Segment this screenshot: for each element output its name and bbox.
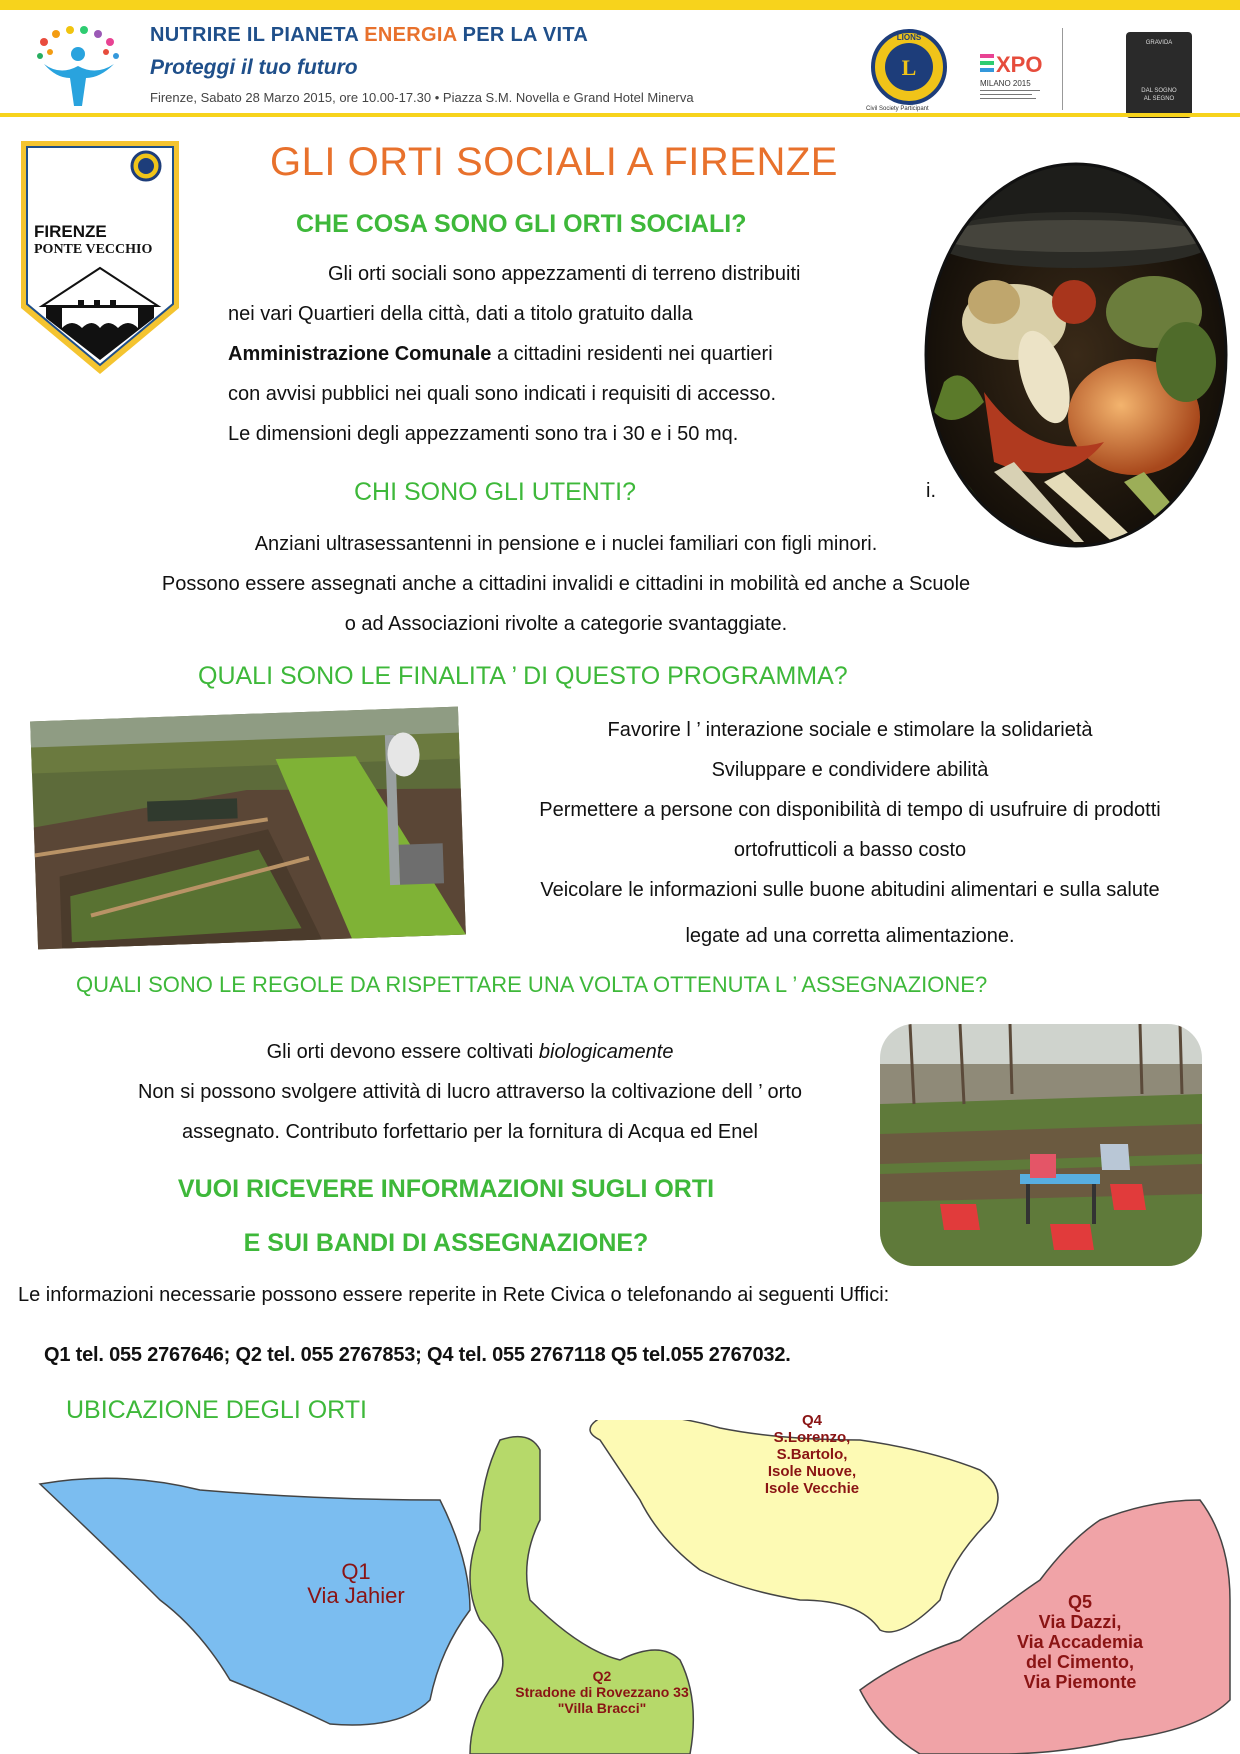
header-underline — [0, 113, 1240, 117]
rules-line-2: Non si possono svolgere attività di lucro attraverso la coltivazione dell ’ orto — [137, 1081, 803, 1103]
rules-line-1 — [60, 1032, 880, 1072]
map-label-q5-line: Via Accademia — [1016, 1632, 1144, 1652]
what-line-1-text: Gli orti sociali sono appezzamenti di terreno distribuiti — [328, 263, 801, 285]
nutrire-logo-icon — [30, 20, 130, 116]
what-line-2: nei vari Quartieri della città, dati a titolo gratuito dalla — [228, 303, 693, 325]
map-label-q4-line: S.Bartolo, — [776, 1446, 848, 1463]
badge-line-3: AL SEGNO — [1143, 96, 1175, 102]
lions-caption: Civil Society Participant — [866, 106, 929, 112]
map-label-q2 — [482, 1668, 722, 1716]
heading-who: CHI SONO GLI UTENTI? — [354, 478, 636, 506]
map-label-q5-line: del Cimento, — [1025, 1652, 1134, 1672]
what-line-4: con avvisi pubblici nei quali sono indicati i requisiti di accesso. — [228, 383, 777, 405]
event-badge — [1126, 32, 1192, 118]
map-label-q5 — [980, 1592, 1180, 1692]
what-line-3-rest: a cittadini residenti nei quartieri — [491, 343, 773, 365]
club-name-line1: FIRENZE — [34, 222, 107, 241]
badge-line-2: DAL SOGNO — [1141, 88, 1177, 94]
map-label-q4-line: Isole Nuove, — [767, 1463, 857, 1480]
svg-text:LIONS: LIONS — [896, 33, 922, 42]
heading-info-line-2: E SUI BANDI DI ASSEGNAZIONE? — [243, 1229, 649, 1257]
header-subtitle: Proteggi il tuo futuro — [150, 56, 358, 79]
heading-rules: QUALI SONO LE REGOLE DA RISPETTARE UNA VOLTA OTTENUTA L ’ ASSEGNAZIONE? — [76, 972, 988, 997]
who-line-1: Anziani ultrasessantenni in pensione e i nuclei familiari con figli minori. — [254, 533, 878, 555]
map-label-q5-code: Q5 — [1067, 1592, 1092, 1612]
badge-line-1: GRAVIDA — [1145, 40, 1173, 46]
paragraph-what — [228, 254, 888, 454]
event-header — [0, 10, 1240, 118]
map-label-q5-line: Via Dazzi, — [1038, 1612, 1122, 1632]
svg-text:XPO: XPO — [996, 52, 1043, 77]
goal-item: Favorire l ’ interazione sociale e stimolare la solidarietà — [607, 719, 1093, 741]
goal-item: ortofrutticoli a basso costo — [733, 839, 967, 861]
heading-where: UBICAZIONE DEGLI ORTI — [66, 1396, 367, 1424]
header-title-part2: ENERGIA — [364, 24, 463, 46]
map-label-q4-line: Isole Vecchie — [764, 1480, 860, 1497]
expo-logo-icon — [980, 48, 1070, 108]
map-label-q1-street: Via Jahier — [307, 1583, 405, 1608]
what-line-3 — [228, 334, 888, 374]
map-label-q4 — [722, 1412, 902, 1497]
header-divider — [1062, 28, 1063, 110]
map-label-q2-villa: "Villa Bracci" — [557, 1700, 647, 1716]
heading-info-line-1: VUOI RICEVERE INFORMAZIONI SUGLI ORTI — [177, 1175, 715, 1203]
club-name-line2: PONTE VECCHIO — [34, 242, 153, 257]
what-line-5: Le dimensioni degli appezzamenti sono tra i 30 e i 50 mq. — [228, 423, 739, 445]
expo-caption: MILANO 2015 — [980, 79, 1031, 88]
vegetable-portrait-image — [924, 162, 1228, 548]
map-label-q4-line: S.Lorenzo, — [773, 1429, 851, 1446]
map-label-q1-code: Q1 — [341, 1559, 371, 1584]
what-line-3-bold: Amministrazione Comunale — [228, 343, 492, 365]
goal-item: legate ad una corretta alimentazione. — [685, 925, 1015, 947]
map-label-q2-code: Q2 — [592, 1668, 612, 1684]
svg-text:L: L — [901, 55, 917, 80]
map-label-q5-line: Via Piemonte — [1023, 1672, 1137, 1692]
rules-line-1-italic: biologicamente — [538, 1041, 674, 1063]
rules-line-3: assegnato. Contributo forfettario per la fornitura di Acqua ed Enel — [182, 1121, 758, 1143]
paragraph-who — [96, 524, 1036, 644]
document-title: GLI ORTI SOCIALI A FIRENZE — [270, 140, 838, 184]
what-line-1 — [228, 254, 888, 294]
goals-list — [470, 710, 1230, 956]
garden-photo-2 — [880, 1024, 1202, 1266]
map-label-q1 — [276, 1560, 436, 1608]
header-date-line: Firenze, Sabato 28 Marzo 2015, ore 10.00-17.30 • Piazza S.M. Novella e Grand Hotel Minerva — [150, 90, 694, 105]
who-line-3: o ad Associazioni rivolte a categorie svantaggiate. — [344, 613, 788, 635]
phone-numbers: Q1 tel. 055 2767646; Q2 tel. 055 2767853; Q4 tel. 055 2767118 Q5 tel.055 2767032. — [44, 1344, 791, 1366]
rules-line-1-pre: Gli orti devono essere coltivati — [266, 1041, 539, 1063]
map-label-q2-street: Stradone di Rovezzano 33 — [515, 1684, 689, 1700]
club-shield-icon — [18, 138, 182, 378]
lions-logo-icon — [870, 28, 948, 110]
heading-info — [134, 1162, 758, 1270]
goal-item: Sviluppare e condividere abilità — [711, 759, 989, 781]
goal-item: Veicolare le informazioni sulle buone abitudini alimentari e sulla salute — [540, 879, 1160, 901]
header-title-part3: PER LA VITA — [462, 24, 589, 46]
header-title — [150, 24, 588, 47]
heading-what: CHE COSA SONO GLI ORTI SOCIALI? — [296, 210, 747, 238]
top-accent-bar — [0, 0, 1240, 10]
garden-photo-1 — [28, 700, 468, 956]
who-line-2: Possono essere assegnati anche a cittadini invalidi e cittadini in mobilità ed anche a Scuole — [161, 573, 971, 595]
map-label-q4-code: Q4 — [801, 1412, 822, 1429]
header-title-part1: NUTRIRE IL PIANETA — [150, 24, 365, 46]
heading-goals: QUALI SONO LE FINALITA ’ DI QUESTO PROGRAMMA? — [198, 662, 848, 690]
info-text: Le informazioni necessarie possono essere reperite in Rete Civica o telefonando ai seguenti Uffici: — [18, 1284, 890, 1306]
goal-item: Permettere a persone con disponibilità di tempo di usufruire di prodotti — [539, 799, 1161, 821]
stray-text: i. — [926, 480, 936, 502]
paragraph-rules — [60, 1032, 880, 1152]
